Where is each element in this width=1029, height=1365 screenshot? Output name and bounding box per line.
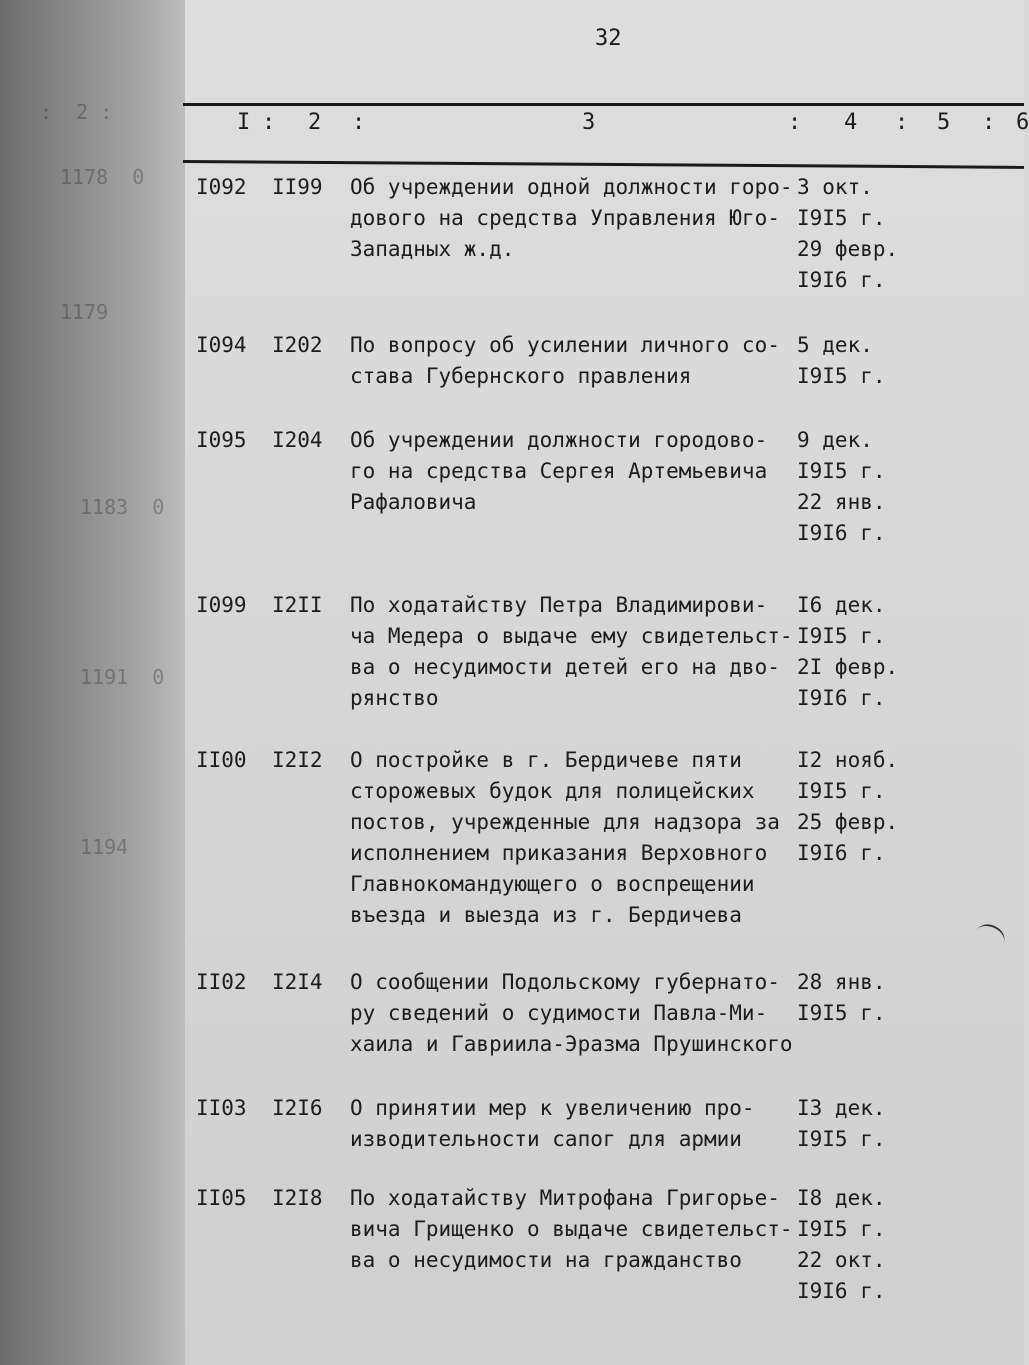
description-line: исполнением приказания Верховного [350, 841, 768, 865]
date-line: I9I5 г. [797, 624, 886, 648]
ghost-text: : 2 : [40, 100, 113, 124]
description-line: Главнокомандующего о воспрещении [350, 872, 755, 896]
description-line: По вопросу об усилении личного со- [350, 333, 780, 357]
description-line: О сообщении Подольскому губернато- [350, 970, 780, 994]
ghost-text: 1178 0 [60, 165, 145, 189]
date-line: 9 дек. [797, 428, 873, 452]
date-line: 22 янв. [797, 490, 886, 514]
date-line: I9I5 г. [797, 206, 886, 230]
record-dates [797, 1093, 907, 1155]
record-description [350, 425, 795, 518]
record-number: II03 [196, 1096, 247, 1120]
date-line: 22 окт. [797, 1248, 886, 1272]
column-separator: : [352, 110, 366, 135]
column-header-3: 3 [582, 110, 596, 135]
ghost-text: 1194 [80, 835, 153, 859]
case-number: I202 [272, 333, 323, 357]
description-line: го на средства Сергея Артемьевича [350, 459, 768, 483]
description-line: рянство [350, 686, 439, 710]
record-dates [797, 172, 907, 296]
date-line: I9I6 г. [797, 521, 886, 545]
description-line: ва о несудимости на гражданство [350, 1248, 742, 1272]
column-separator: : [895, 110, 909, 135]
description-line: ва о несудимости детей его на дво- [350, 655, 780, 679]
date-line: I6 дек. [797, 593, 886, 617]
date-line: I2 нояб. [797, 748, 899, 772]
record-dates [797, 1183, 907, 1307]
date-line: I9I5 г. [797, 1217, 886, 1241]
record-description [350, 590, 795, 714]
column-separator: : [788, 110, 802, 135]
column-header-I: I [237, 110, 251, 135]
case-number: I2II [272, 593, 323, 617]
date-line: 29 февр. [797, 237, 899, 261]
description-line: става Губернского правления [350, 364, 692, 388]
description-line: ча Медера о выдаче ему свидетельст- [350, 624, 793, 648]
column-separator: : [982, 110, 996, 135]
description-line: Об учреждении одной должности горо- [350, 175, 793, 199]
ghost-text: 1179 [60, 300, 145, 324]
record-number: I095 [196, 428, 247, 452]
description-line: Об учреждении должности городово- [350, 428, 768, 452]
record-number: II02 [196, 970, 247, 994]
description-line: сторожевых будок для полицейских [350, 779, 755, 803]
record-dates [797, 967, 907, 1029]
description-line: Западных ж.д. [350, 237, 515, 261]
record-number: I092 [196, 175, 247, 199]
description-line: О принятии мер к увеличению про- [350, 1096, 755, 1120]
case-number: I2I8 [272, 1186, 323, 1210]
description-line: По ходатайству Митрофана Григорье- [350, 1186, 780, 1210]
header-rule-top [183, 103, 1024, 106]
date-line: I8 дек. [797, 1186, 886, 1210]
description-line: въезда и выезда из г. Бердичева [350, 903, 742, 927]
date-line: I9I6 г. [797, 686, 886, 710]
column-header-2: 2 [308, 110, 322, 135]
record-number: I094 [196, 333, 247, 357]
date-line: 2I февр. [797, 655, 899, 679]
date-line: I9I5 г. [797, 459, 886, 483]
description-line: вича Грищенко о выдаче свидетельст- [350, 1217, 793, 1241]
case-number: I2I2 [272, 748, 323, 772]
record-description [350, 1093, 795, 1155]
record-dates [797, 745, 907, 869]
case-number: I2I6 [272, 1096, 323, 1120]
record-number: II00 [196, 748, 247, 772]
column-header-4: 4 [844, 110, 858, 135]
description-line: По ходатайству Петра Владимирови- [350, 593, 768, 617]
date-line: 28 янв. [797, 970, 886, 994]
column-header-6: 6 [1016, 110, 1029, 135]
description-line: ру сведений о судимости Павла-Ми- [350, 1001, 768, 1025]
case-number: I204 [272, 428, 323, 452]
date-line: I3 дек. [797, 1096, 886, 1120]
record-description [350, 1183, 795, 1276]
date-line: I9I6 г. [797, 268, 886, 292]
record-dates [797, 425, 907, 549]
date-line: I9I5 г. [797, 779, 886, 803]
date-line: 25 февр. [797, 810, 899, 834]
date-line: I9I5 г. [797, 1127, 886, 1151]
page-number: 32 [595, 26, 622, 51]
record-description [350, 967, 795, 1060]
date-line: I9I5 г. [797, 364, 886, 388]
record-description [350, 172, 795, 265]
record-dates [797, 330, 907, 392]
description-line: Рафаловича [350, 490, 477, 514]
description-line: дового на средства Управления Юго- [350, 206, 780, 230]
description-line: хаила и Гавриила-Эразма Прушинского [350, 1032, 793, 1056]
record-description [350, 330, 795, 392]
previous-page-edge [0, 0, 185, 1365]
date-line: 5 дек. [797, 333, 873, 357]
column-header-5: 5 [937, 110, 951, 135]
date-line: I9I5 г. [797, 1001, 886, 1025]
date-line: I9I6 г. [797, 1279, 886, 1303]
record-description [350, 745, 795, 931]
record-dates [797, 590, 907, 714]
record-number: I099 [196, 593, 247, 617]
description-line: постов, учрежденные для надзора за [350, 810, 780, 834]
ghost-text: 1183 0 [80, 495, 165, 519]
case-number: II99 [272, 175, 323, 199]
ghost-text: 1191 0 [80, 665, 165, 689]
record-number: II05 [196, 1186, 247, 1210]
description-line: О постройке в г. Бердичеве пяти [350, 748, 742, 772]
date-line: 3 окт. [797, 175, 873, 199]
description-line: изводительности сапог для армии [350, 1127, 742, 1151]
date-line: I9I6 г. [797, 841, 886, 865]
case-number: I2I4 [272, 970, 323, 994]
column-separator: : [262, 110, 276, 135]
